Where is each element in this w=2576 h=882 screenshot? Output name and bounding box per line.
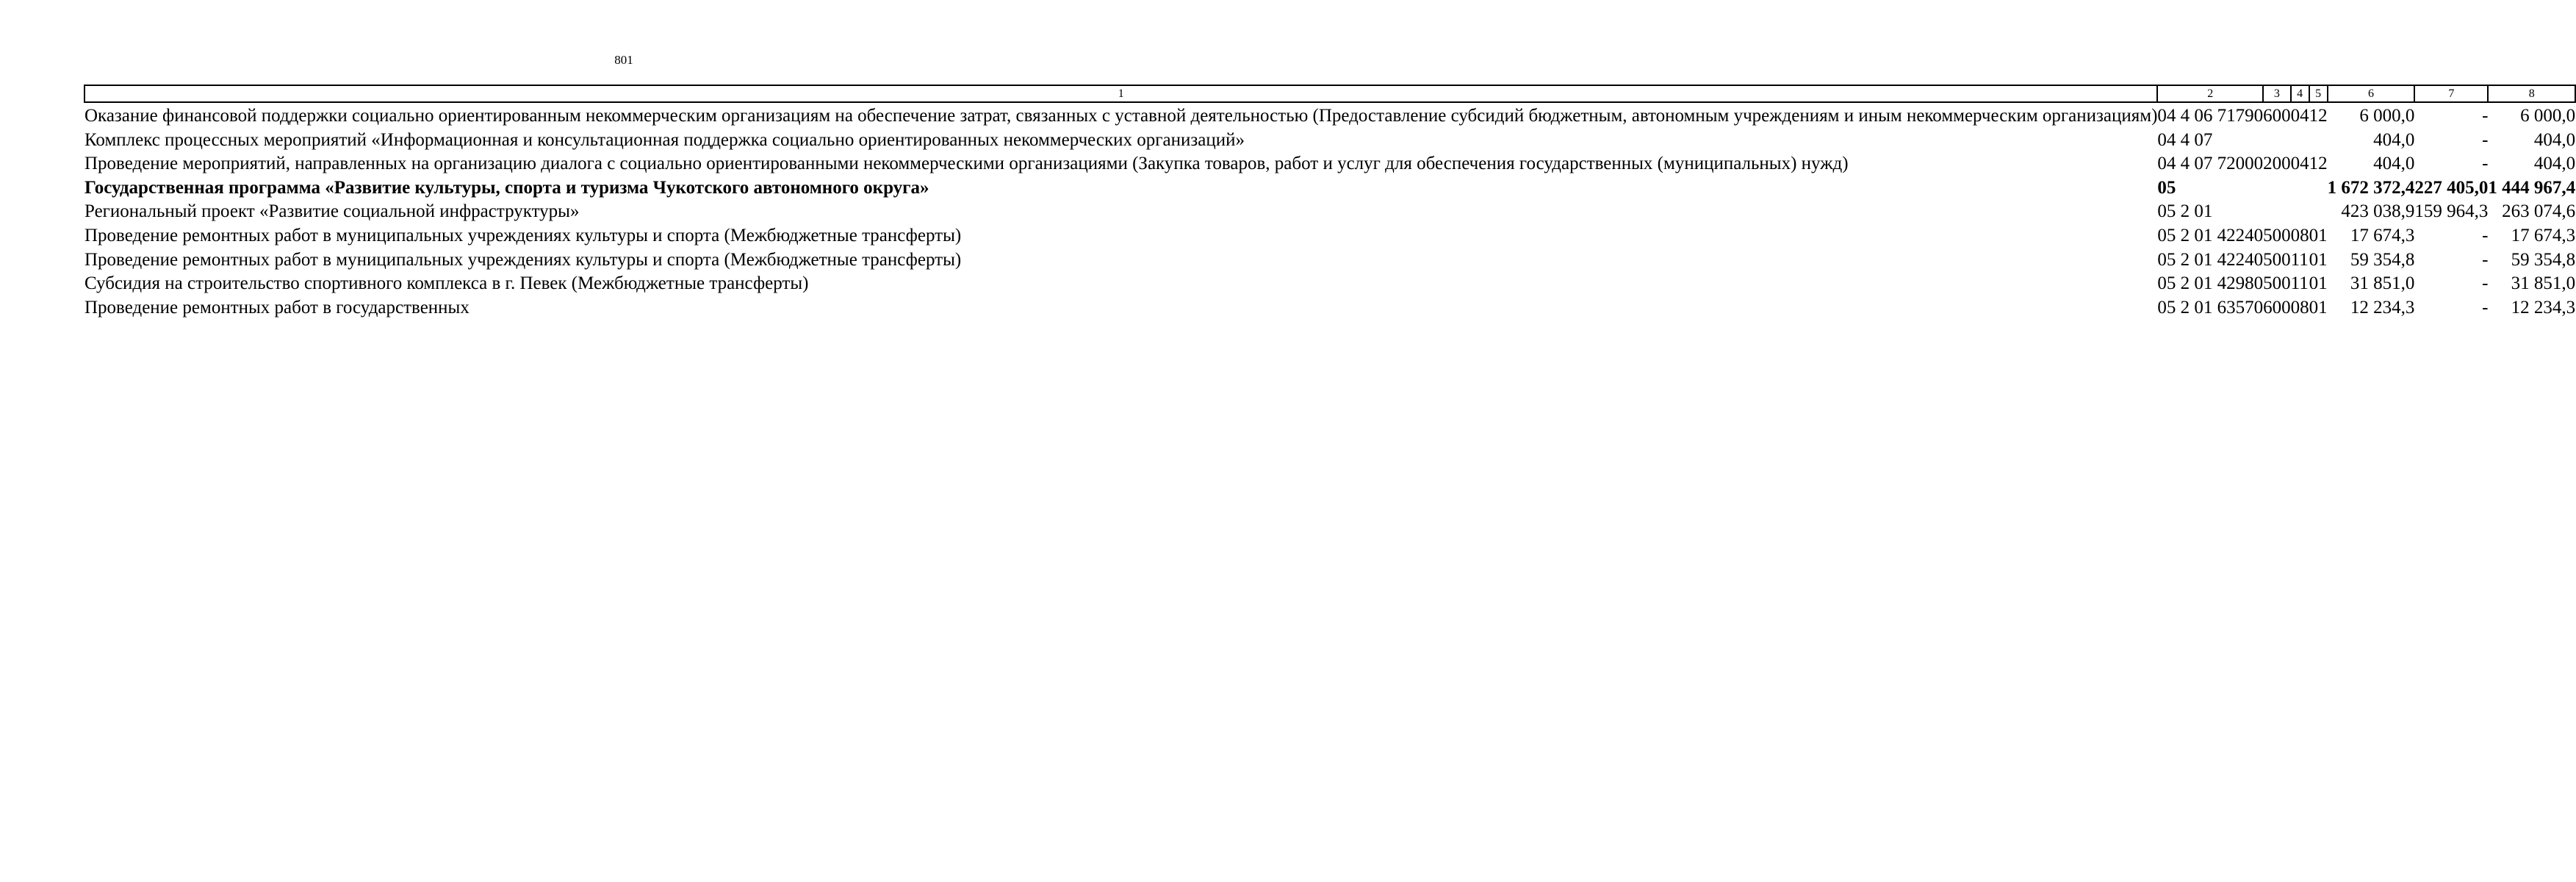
row-total: 6 000,0 [2359, 106, 2415, 126]
row-vr [2263, 129, 2291, 153]
row-rz [2291, 129, 2309, 153]
row-pr [2309, 200, 2328, 224]
row-total: 17 674,3 [2350, 225, 2415, 245]
table-row [84, 248, 2575, 273]
row-fed: - [2482, 273, 2489, 294]
budget-table [84, 85, 2576, 320]
row-rz [2291, 176, 2309, 201]
table-row [84, 102, 2575, 129]
row-vr: 500 [2263, 273, 2291, 294]
row-reg: 6 000,0 [2520, 106, 2576, 126]
row-rz [2291, 200, 2309, 224]
row-fed: 159 964,3 [2414, 201, 2489, 222]
row-total: 404,0 [2373, 129, 2415, 150]
row-pr: 01 [2309, 297, 2328, 318]
table-row [84, 296, 2575, 320]
page-number: 801 [614, 53, 633, 67]
row-fed: - [2482, 106, 2489, 126]
row-reg: 263 074,6 [2502, 201, 2576, 222]
row-reg: 404,0 [2533, 129, 2576, 150]
table-row [84, 224, 2575, 248]
row-code: 05 2 01 42240 [2157, 249, 2264, 270]
row-code: 05 2 01 42980 [2157, 273, 2264, 294]
row-name: Комплекс процессных мероприятий «Информационная и консультационная поддержка социально ориентированных некоммерческих организаций» [84, 129, 1245, 150]
row-pr: 12 [2309, 154, 2328, 174]
row-name: Проведение мероприятий, направленных на организацию диалога с социально ориентированными некоммерческими организациями (Закупка товаров, работ и услуг для обеспечения государственных (муниципальных) нужд) [84, 154, 1849, 174]
row-vr [2263, 200, 2291, 224]
row-total: 423 038,9 [2341, 201, 2415, 222]
row-total: 12 234,3 [2350, 297, 2415, 318]
row-fed: - [2482, 154, 2489, 174]
row-total: 1 672 372,4 [2327, 177, 2415, 198]
row-pr: 12 [2309, 106, 2328, 126]
table-row [84, 176, 2575, 201]
table-row [84, 200, 2575, 224]
row-code: 04 4 07 [2157, 129, 2213, 150]
table-row [84, 129, 2575, 153]
row-fed: - [2482, 225, 2489, 245]
row-vr: 500 [2263, 249, 2291, 270]
row-pr: 01 [2309, 273, 2328, 294]
row-rz: 08 [2290, 225, 2309, 245]
row-code: 04 4 07 72000 [2157, 154, 2264, 174]
row-fed: - [2482, 129, 2489, 150]
row-name: Проведение ремонтных работ в муниципальных учреждениях культуры и спорта (Межбюджетные трансферты) [84, 225, 962, 245]
row-pr: 01 [2309, 225, 2328, 245]
row-name: Проведение ремонтных работ в муниципальных учреждениях культуры и спорта (Межбюджетные трансферты) [84, 249, 962, 270]
row-pr [2309, 129, 2328, 153]
row-vr [2263, 176, 2291, 201]
row-fed: - [2482, 297, 2489, 318]
row-rz: 04 [2290, 106, 2309, 126]
row-reg: 1 444 967,4 [2488, 177, 2576, 198]
row-name: Оказание финансовой поддержки социально ориентированным некоммерческим организациям на обеспечение затрат, связанных с уставной деятельностью (Предоставление субсидий бюджетным, автономным учреждениям и иным некоммерческим организациям) [84, 106, 2158, 126]
row-vr: 200 [2263, 154, 2291, 174]
row-name: Региональный проект «Развитие социальной инфраструктуры» [84, 201, 580, 222]
header-cell: 2 [2157, 85, 2263, 102]
row-reg: 59 354,8 [2511, 249, 2576, 270]
header-cell: 1 [84, 85, 2157, 102]
row-pr: 01 [2309, 249, 2328, 270]
row-fed: 227 405,0 [2414, 177, 2489, 198]
row-code: 04 4 06 71790 [2157, 106, 2264, 126]
row-reg: 17 674,3 [2511, 225, 2576, 245]
row-code: 05 2 01 63570 [2157, 297, 2264, 318]
row-vr: 600 [2263, 297, 2291, 318]
row-total: 59 354,8 [2350, 249, 2415, 270]
row-pr [2309, 176, 2328, 201]
header-cell: 3 [2263, 85, 2291, 102]
row-code: 05 2 01 [2157, 201, 2213, 222]
row-name: Проведение ремонтных работ в государственных [84, 297, 469, 318]
row-total: 404,0 [2373, 154, 2415, 174]
row-name: Субсидия на строительство спортивного комплекса в г. Певек (Межбюджетные трансферты) [84, 273, 809, 294]
table-row [84, 152, 2575, 176]
row-vr: 600 [2263, 106, 2291, 126]
row-reg: 31 851,0 [2511, 273, 2576, 294]
header-cell: 6 [2328, 85, 2415, 102]
header-row [84, 85, 2575, 102]
header-cell: 5 [2309, 85, 2328, 102]
header-cell: 4 [2291, 85, 2309, 102]
row-reg: 12 234,3 [2511, 297, 2576, 318]
row-rz: 11 [2290, 249, 2309, 270]
table-row [84, 272, 2575, 296]
row-rz: 08 [2290, 297, 2309, 318]
row-rz: 04 [2290, 154, 2309, 174]
row-rz: 11 [2290, 273, 2309, 294]
row-total: 31 851,0 [2350, 273, 2415, 294]
row-code: 05 2 01 42240 [2157, 225, 2264, 245]
row-reg: 404,0 [2533, 154, 2576, 174]
row-vr: 500 [2263, 225, 2291, 245]
header-cell: 7 [2414, 85, 2488, 102]
row-fed: - [2482, 249, 2489, 270]
row-code: 05 [2157, 177, 2176, 198]
header-cell: 8 [2488, 85, 2575, 102]
row-name: Государственная программа «Развитие культуры, спорта и туризма Чукотского автономного округа» [84, 177, 929, 198]
